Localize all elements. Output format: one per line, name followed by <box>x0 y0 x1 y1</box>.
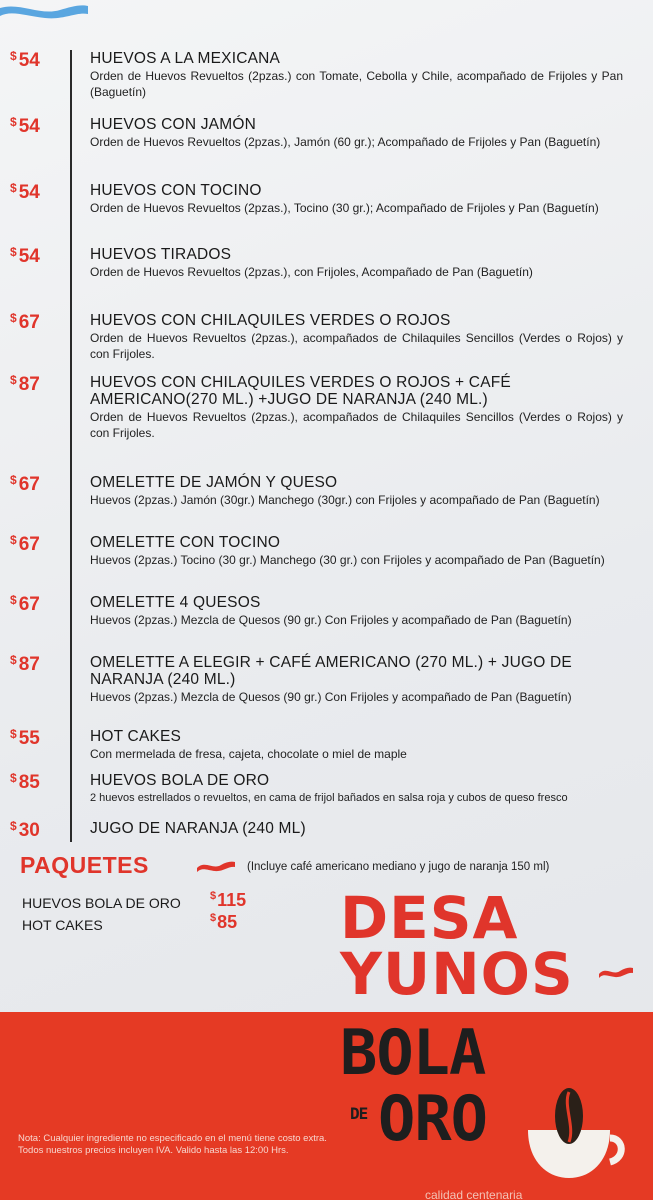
top-swoosh-decoration <box>0 0 90 24</box>
paquetes-header <box>20 852 640 882</box>
price-value: 54 <box>18 246 40 267</box>
currency-symbol: $ <box>10 593 17 607</box>
currency-symbol: $ <box>210 890 217 902</box>
price-value: 55 <box>18 728 40 749</box>
price-value: 67 <box>18 474 40 495</box>
currency-symbol: $ <box>10 727 17 741</box>
package-name: HOT CAKES <box>22 917 103 933</box>
item-price <box>10 654 40 676</box>
price-value: 85 <box>217 912 238 932</box>
coffee-cup-icon <box>518 1082 628 1182</box>
item-title: OMELETTE DE JAMÓN Y QUESO <box>90 474 338 491</box>
item-title: HUEVOS CON JAMÓN <box>90 116 256 133</box>
price-value: 67 <box>18 594 40 615</box>
currency-symbol: $ <box>10 181 17 195</box>
item-price <box>10 246 40 268</box>
currency-symbol: $ <box>10 819 17 833</box>
paquetes-title: PAQUETES <box>20 852 149 878</box>
item-description: Huevos (2pzas.) Jamón (30gr.) Manchego (30gr.) con Frijoles y acompañado de Pan (Baguetín) <box>90 493 600 507</box>
section-title-line2: YUNOS <box>340 940 574 1008</box>
item-description: Orden de Huevos Revueltos (2pzas.), acompañados de Chilaquiles Sencillos (Verdes o Rojos) y con Frijoles. <box>90 410 623 440</box>
logo-de: DE <box>350 1104 368 1123</box>
item-description: Con mermelada de fresa, cajeta, chocolate o miel de maple <box>90 747 407 761</box>
item-title: HUEVOS CON CHILAQUILES VERDES O ROJOS <box>90 312 451 329</box>
item-description: Orden de Huevos Revueltos (2pzas.), Tocino (30 gr.); Acompañado de Frijoles y Pan (Baguetín) <box>90 201 599 215</box>
price-value: 54 <box>18 182 40 203</box>
item-price <box>10 534 40 556</box>
section-title-line1: DESA <box>340 884 519 952</box>
paquetes-note: (Incluye café americano mediano y jugo de naranja 150 ml) <box>247 861 550 873</box>
item-title: HOT CAKES <box>90 728 182 745</box>
item-description: 2 huevos estrellados o revueltos, en cama de frijol bañados en salsa roja y cubos de queso fresco <box>90 792 568 804</box>
currency-symbol: $ <box>210 912 217 924</box>
currency-symbol: $ <box>10 311 17 325</box>
item-price <box>10 374 40 396</box>
price-value: 85 <box>18 772 40 793</box>
tagline: calidad centenaria <box>425 1188 523 1200</box>
item-title: HUEVOS TIRADOS <box>90 246 232 263</box>
price-value: 115 <box>217 890 247 910</box>
item-title: OMELETTE 4 QUESOS <box>90 594 261 611</box>
logo-bola: BOLA <box>340 1016 486 1089</box>
price-value: 54 <box>18 116 40 137</box>
item-price <box>10 594 40 616</box>
currency-symbol: $ <box>10 533 17 547</box>
package-name: HUEVOS BOLA DE ORO <box>22 895 181 911</box>
item-title: HUEVOS BOLA DE ORO <box>90 772 270 789</box>
package-price <box>210 912 237 933</box>
item-price <box>10 50 40 72</box>
price-value: 54 <box>18 50 40 71</box>
price-value: 30 <box>18 820 40 841</box>
item-price <box>10 474 40 496</box>
item-title: JUGO DE NARANJA (240 ML) <box>90 820 306 837</box>
price-value: 87 <box>18 374 40 395</box>
item-title: OMELETTE A ELEGIR + CAFÉ AMERICANO (270 ML.) + JUGO DE NARANJA (240 ML.) <box>90 654 572 688</box>
currency-symbol: $ <box>10 115 17 129</box>
item-price <box>10 312 40 334</box>
currency-symbol: $ <box>10 49 17 63</box>
package-price <box>210 890 246 911</box>
price-value: 67 <box>18 534 40 555</box>
item-description: Orden de Huevos Revueltos (2pzas.), Jamón (60 gr.); Acompañado de Frijoles y Pan (Baguetín) <box>90 135 601 149</box>
item-description: Orden de Huevos Revueltos (2pzas.), con Frijoles, Acompañado de Pan (Baguetín) <box>90 265 533 279</box>
price-divider-line <box>70 50 72 842</box>
item-description: Orden de Huevos Revueltos (2pzas.) con Tomate, Cebolla y Chile, acompañado de Frijoles y Pan (Baguetín) <box>90 69 623 99</box>
item-description: Orden de Huevos Revueltos (2pzas.), acompañados de Chilaquiles Sencillos (Verdes o Rojos) y con Frijoles. <box>90 331 623 361</box>
item-title: OMELETTE CON TOCINO <box>90 534 281 551</box>
item-title: HUEVOS A LA MEXICANA <box>90 50 281 67</box>
swoosh-decoration <box>597 964 635 980</box>
item-price <box>10 728 40 750</box>
price-value: 67 <box>18 312 40 333</box>
item-description: Huevos (2pzas.) Mezcla de Quesos (90 gr.) Con Frijoles y acompañado de Pan (Baguetín) <box>90 690 572 704</box>
currency-symbol: $ <box>10 771 17 785</box>
item-price <box>10 820 40 842</box>
item-description: Huevos (2pzas.) Mezcla de Quesos (90 gr.) Con Frijoles y acompañado de Pan (Baguetín) <box>90 613 572 627</box>
currency-symbol: $ <box>10 653 17 667</box>
currency-symbol: $ <box>10 473 17 487</box>
price-value: 87 <box>18 654 40 675</box>
footnote: Nota: Cualquier ingrediente no especificado en el menú tiene costo extra. Todos nuestros precios incluyen IVA. Valido hasta las 12:00 Hrs. <box>18 1133 327 1156</box>
item-description: Huevos (2pzas.) Tocino (30 gr.) Manchego (30 gr.) con Frijoles y acompañado de Pan (Baguetín) <box>90 553 605 567</box>
item-price <box>10 772 40 794</box>
item-title: HUEVOS CON TOCINO <box>90 182 262 199</box>
item-price <box>10 182 40 204</box>
swoosh-decoration <box>195 858 237 874</box>
logo-oro: ORO <box>378 1082 487 1155</box>
item-price <box>10 116 40 138</box>
currency-symbol: $ <box>10 373 17 387</box>
currency-symbol: $ <box>10 245 17 259</box>
item-title: HUEVOS CON CHILAQUILES VERDES O ROJOS + CAFÉ AMERICANO(270 ML.) +JUGO DE NARANJA (240 ML.) <box>90 374 511 408</box>
